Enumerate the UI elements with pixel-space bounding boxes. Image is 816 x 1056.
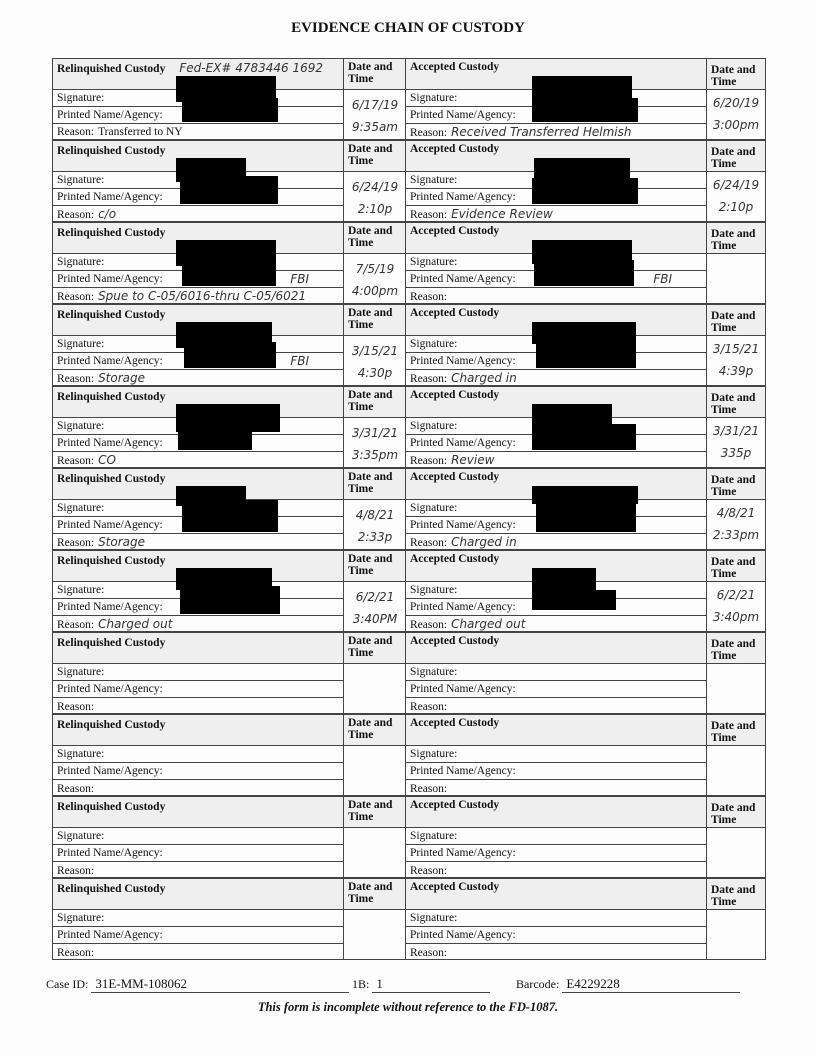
acc-date: 6/2/21 xyxy=(716,588,756,602)
printed-name-label: Printed Name/Agency: xyxy=(57,683,163,695)
relinquished-label: Relinquished Custody xyxy=(57,391,166,403)
accepted-header: Accepted Custody xyxy=(405,58,707,90)
custody-block xyxy=(52,550,766,632)
acc-time: 4:39p xyxy=(718,364,754,378)
rel-signature-row[interactable] xyxy=(52,909,344,927)
reason-label: Reason: xyxy=(410,783,448,795)
acc-date-header: Date and Time xyxy=(706,714,766,746)
form-title: EVIDENCE CHAIN OF CUSTODY xyxy=(291,20,525,36)
signature-label: Signature: xyxy=(410,174,458,186)
redaction-box xyxy=(182,262,276,286)
custody-block xyxy=(52,58,766,140)
acc-reason-row[interactable] xyxy=(405,861,707,878)
relinquished-label: Relinquished Custody xyxy=(57,555,166,567)
signature-label: Signature: xyxy=(410,502,458,514)
rel-date-header: Date and Time xyxy=(343,304,406,336)
rel-reason-row[interactable] xyxy=(52,287,344,304)
rel-date-header: Date and Time xyxy=(343,386,406,418)
accepted-header: Accepted Custody xyxy=(405,304,707,336)
printed-name-label: Printed Name/Agency: xyxy=(410,929,516,941)
acc-date-header: Date and Time xyxy=(706,222,766,254)
acc-time: 3:00pm xyxy=(712,118,760,132)
acc-date-header: Date and Time xyxy=(706,796,766,828)
acc-reason-row[interactable] xyxy=(405,615,707,632)
redaction-box xyxy=(180,176,278,204)
accepted-header: Accepted Custody xyxy=(405,714,707,746)
custody-block xyxy=(52,632,766,714)
barcode-value: E4229228 xyxy=(562,976,740,993)
acc-signature-row[interactable] xyxy=(405,663,707,681)
rel-date: 6/24/19 xyxy=(351,180,399,194)
rel-date-header: Date and Time xyxy=(343,796,406,828)
rel-date: 6/17/19 xyxy=(351,98,399,112)
relinquished-header xyxy=(52,796,344,828)
signature-label: Signature: xyxy=(410,338,458,350)
acc-reason-row[interactable] xyxy=(405,369,707,386)
redaction-box xyxy=(536,342,636,368)
custody-block xyxy=(52,222,766,304)
rel-reason-row[interactable] xyxy=(52,697,344,714)
reason-value: Charged out xyxy=(451,617,526,631)
acc-reason-row[interactable] xyxy=(405,533,707,550)
acc-reason-row[interactable] xyxy=(405,205,707,222)
rel-date-cell[interactable] xyxy=(343,827,406,878)
acc-time: 2:10p xyxy=(718,200,754,214)
reason-label: Reason: xyxy=(410,291,448,303)
rel-time: 3:35pm xyxy=(351,448,399,462)
rel-date: 4/8/21 xyxy=(355,508,395,522)
printed-name-label: Printed Name/Agency: xyxy=(57,765,163,777)
rel-date: 6/2/21 xyxy=(355,590,395,604)
acc-date-cell[interactable] xyxy=(706,909,766,960)
acc-date-header: Date and Time xyxy=(706,304,766,336)
agency-value: FBI xyxy=(653,272,672,286)
ib-value: 1 xyxy=(372,976,490,993)
rel-time: 4:00pm xyxy=(351,284,399,298)
reason-label: Reason: xyxy=(57,373,95,385)
reason-label: Reason: xyxy=(57,537,95,549)
ib-label: 1B: xyxy=(352,977,370,991)
reason-value: Spue to C-05/6016-thru C-05/6021 xyxy=(98,289,307,303)
rel-date-header: Date and Time xyxy=(343,632,406,664)
custody-block xyxy=(52,796,766,878)
reason-label: Reason: xyxy=(410,947,448,959)
rel-printed-name-row[interactable] xyxy=(52,762,344,780)
redaction-box xyxy=(176,404,280,432)
reason-label: Reason: xyxy=(57,783,95,795)
accepted-header: Accepted Custody xyxy=(405,468,707,500)
reason-value: Review xyxy=(451,453,495,467)
printed-name-label: Printed Name/Agency: xyxy=(410,437,516,449)
barcode-field xyxy=(516,976,740,993)
acc-date-cell[interactable] xyxy=(706,745,766,796)
rel-date: 3/15/21 xyxy=(351,344,399,358)
acc-time: 335p xyxy=(720,446,752,460)
acc-reason-row[interactable] xyxy=(405,287,707,304)
acc-reason-row[interactable] xyxy=(405,779,707,796)
accepted-header: Accepted Custody xyxy=(405,386,707,418)
relinquished-label: Relinquished Custody xyxy=(57,227,166,239)
acc-reason-row[interactable] xyxy=(405,697,707,714)
rel-date-header: Date and Time xyxy=(343,58,406,90)
reason-label: Reason: xyxy=(410,619,448,631)
reason-label: Reason: xyxy=(410,865,448,877)
signature-label: Signature: xyxy=(57,748,105,760)
acc-time: 3:40pm xyxy=(712,610,760,624)
signature-label: Signature: xyxy=(57,502,105,514)
agency-value: FBI xyxy=(290,354,309,368)
reason-label: Reason: xyxy=(57,455,95,467)
acc-date-header: Date and Time xyxy=(706,632,766,664)
rel-printed-name-row[interactable] xyxy=(52,926,344,944)
signature-label: Signature: xyxy=(57,584,105,596)
rel-time: 3:40PM xyxy=(352,612,398,626)
accepted-header: Accepted Custody xyxy=(405,550,707,582)
printed-name-label: Printed Name/Agency: xyxy=(410,519,516,531)
rel-printed-name-row[interactable] xyxy=(52,680,344,698)
reason-label: Reason: xyxy=(57,865,95,877)
rel-date-header: Date and Time xyxy=(343,222,406,254)
rel-time: 2:33p xyxy=(357,530,393,544)
reason-value: Charged in xyxy=(451,535,517,549)
redaction-box xyxy=(182,500,278,532)
custody-block xyxy=(52,140,766,222)
ib-field xyxy=(352,976,490,993)
accepted-header: Accepted Custody xyxy=(405,878,707,910)
reason-label: Reason: xyxy=(410,455,448,467)
rel-reason-row[interactable] xyxy=(52,451,344,468)
reason-value: Charged in xyxy=(451,371,517,385)
acc-date-header: Date and Time xyxy=(706,878,766,910)
rel-signature-row[interactable] xyxy=(52,745,344,763)
acc-date-header: Date and Time xyxy=(706,550,766,582)
rel-date-header: Date and Time xyxy=(343,878,406,910)
signature-label: Signature: xyxy=(57,256,105,268)
rel-date: 7/5/19 xyxy=(355,262,395,276)
printed-name-label: Printed Name/Agency: xyxy=(57,355,163,367)
redaction-box xyxy=(178,432,252,450)
relinquished-label: Relinquished Custody xyxy=(57,883,166,895)
acc-date-header: Date and Time xyxy=(706,140,766,172)
rel-date-header: Date and Time xyxy=(343,140,406,172)
acc-date: 4/8/21 xyxy=(716,506,756,520)
custody-block xyxy=(52,304,766,386)
rel-date-header: Date and Time xyxy=(343,714,406,746)
accepted-header: Accepted Custody xyxy=(405,796,707,828)
reason-label: Reason: xyxy=(410,537,448,549)
reason-label: Reason: xyxy=(57,701,95,713)
accepted-header: Accepted Custody xyxy=(405,632,707,664)
acc-date: 6/24/19 xyxy=(712,178,760,192)
rel-reason-row[interactable] xyxy=(52,533,344,550)
custody-block xyxy=(52,468,766,550)
printed-name-label: Printed Name/Agency: xyxy=(410,109,516,121)
signature-label: Signature: xyxy=(410,256,458,268)
rel-reason-row[interactable] xyxy=(52,205,344,222)
acc-reason-row[interactable] xyxy=(405,943,707,960)
acc-signature-row[interactable] xyxy=(405,827,707,845)
reason-label: Reason: xyxy=(57,947,95,959)
rel-date-cell[interactable] xyxy=(343,663,406,714)
rel-reason-row[interactable] xyxy=(52,779,344,796)
printed-name-label: Printed Name/Agency: xyxy=(57,109,163,121)
signature-label: Signature: xyxy=(410,666,458,678)
rel-signature-row[interactable] xyxy=(52,827,344,845)
reason-label: Reason: xyxy=(410,701,448,713)
acc-printed-name-row[interactable] xyxy=(405,680,707,698)
acc-printed-name-row[interactable] xyxy=(405,844,707,862)
redaction-box xyxy=(532,76,632,100)
rel-date: 3/31/21 xyxy=(351,426,399,440)
reason-value: Charged out xyxy=(98,617,173,631)
relinquished-header xyxy=(52,878,344,910)
printed-name-label: Printed Name/Agency: xyxy=(57,929,163,941)
printed-name-label: Printed Name/Agency: xyxy=(410,765,516,777)
signature-label: Signature: xyxy=(57,912,105,924)
acc-reason-row[interactable] xyxy=(405,451,707,468)
reason-value: Transferred to NY xyxy=(98,126,183,138)
rel-date-cell[interactable] xyxy=(343,909,406,960)
rel-printed-name-row[interactable] xyxy=(52,844,344,862)
signature-label: Signature: xyxy=(410,420,458,432)
rel-date-cell[interactable] xyxy=(343,745,406,796)
reason-value: CO xyxy=(98,453,116,467)
signature-label: Signature: xyxy=(410,92,458,104)
signature-label: Signature: xyxy=(57,830,105,842)
rel-signature-row[interactable] xyxy=(52,663,344,681)
custody-block xyxy=(52,386,766,468)
printed-name-label: Printed Name/Agency: xyxy=(57,519,163,531)
relinquished-label: Relinquished Custody xyxy=(57,309,166,321)
acc-date: 3/31/21 xyxy=(712,424,760,438)
printed-name-label: Printed Name/Agency: xyxy=(410,683,516,695)
accepted-header: Accepted Custody xyxy=(405,140,707,172)
acc-signature-row[interactable] xyxy=(405,909,707,927)
acc-date-header: Date and Time xyxy=(706,58,766,90)
printed-name-label: Printed Name/Agency: xyxy=(410,355,516,367)
acc-date: 6/20/19 xyxy=(712,96,760,110)
reason-value: c/o xyxy=(98,207,117,221)
acc-date: 3/15/21 xyxy=(712,342,760,356)
signature-label: Signature: xyxy=(57,420,105,432)
acc-time: 2:33pm xyxy=(712,528,760,542)
reason-label: Reason: xyxy=(410,209,448,221)
reason-label: Reason: xyxy=(57,619,95,631)
signature-label: Signature: xyxy=(410,748,458,760)
relinquished-header xyxy=(52,632,344,664)
signature-label: Signature: xyxy=(410,830,458,842)
redaction-box xyxy=(532,98,638,122)
printed-name-label: Printed Name/Agency: xyxy=(410,601,516,613)
relinquished-label: Relinquished Custody xyxy=(57,145,166,157)
signature-label: Signature: xyxy=(57,92,105,104)
signature-label: Signature: xyxy=(57,174,105,186)
acc-date-header: Date and Time xyxy=(706,386,766,418)
signature-label: Signature: xyxy=(57,338,105,350)
redaction-box xyxy=(536,502,636,532)
rel-time: 2:10p xyxy=(357,202,393,216)
rel-date-header: Date and Time xyxy=(343,468,406,500)
rel-time: 9:35am xyxy=(352,120,398,134)
reason-label: Reason: xyxy=(57,126,95,138)
redaction-box xyxy=(180,586,280,614)
printed-name-label: Printed Name/Agency: xyxy=(410,273,516,285)
form-footnote: This form is incomplete without reference to the FD-1087. xyxy=(257,1000,559,1014)
acc-date-cell[interactable] xyxy=(706,827,766,878)
case-id-label: Case ID: xyxy=(46,977,89,991)
reason-label: Reason: xyxy=(57,209,95,221)
rel-reason-row[interactable] xyxy=(52,943,344,960)
rel-date-header: Date and Time xyxy=(343,550,406,582)
redaction-box xyxy=(534,260,634,286)
reason-value: Evidence Review xyxy=(451,207,553,221)
redaction-box xyxy=(532,590,616,610)
signature-label: Signature: xyxy=(410,584,458,596)
reason-value: Storage xyxy=(98,371,146,385)
reason-label: Reason: xyxy=(57,291,95,303)
acc-date-header: Date and Time xyxy=(706,468,766,500)
relinquished-label: Relinquished Custody xyxy=(57,801,166,813)
relinquished-label: Relinquished Custody xyxy=(57,63,166,75)
redaction-box xyxy=(532,424,636,450)
acc-printed-name-row[interactable] xyxy=(405,762,707,780)
case-id-field xyxy=(46,976,349,993)
relinquished-label: Relinquished Custody xyxy=(57,719,166,731)
relinquished-label: Relinquished Custody xyxy=(57,637,166,649)
handwritten-note: Fed-EX# 4783446 1692 xyxy=(179,61,324,75)
rel-reason-row[interactable] xyxy=(52,861,344,878)
relinquished-label: Relinquished Custody xyxy=(57,473,166,485)
rel-reason-row[interactable] xyxy=(52,123,344,140)
acc-date-cell[interactable] xyxy=(706,253,766,304)
acc-signature-row[interactable] xyxy=(405,745,707,763)
relinquished-header xyxy=(52,714,344,746)
redaction-box xyxy=(532,322,636,344)
printed-name-label: Printed Name/Agency: xyxy=(410,191,516,203)
reason-value: Received Transferred Helmish xyxy=(451,125,632,139)
acc-date-cell[interactable] xyxy=(706,663,766,714)
printed-name-label: Printed Name/Agency: xyxy=(57,601,163,613)
rel-reason-row[interactable] xyxy=(52,615,344,632)
redaction-box xyxy=(532,178,638,204)
signature-label: Signature: xyxy=(410,912,458,924)
reason-label: Reason: xyxy=(410,127,448,139)
case-id-value: 31E-MM-108062 xyxy=(91,976,349,993)
acc-printed-name-row[interactable] xyxy=(405,926,707,944)
agency-value: FBI xyxy=(290,272,309,286)
custody-block xyxy=(52,878,766,960)
redaction-box xyxy=(184,342,276,368)
printed-name-label: Printed Name/Agency: xyxy=(57,847,163,859)
accepted-header: Accepted Custody xyxy=(405,222,707,254)
printed-name-label: Printed Name/Agency: xyxy=(57,273,163,285)
rel-reason-row[interactable] xyxy=(52,369,344,386)
reason-value: Storage xyxy=(98,535,146,549)
custody-block xyxy=(52,714,766,796)
barcode-label: Barcode: xyxy=(516,977,560,991)
signature-label: Signature: xyxy=(57,666,105,678)
redaction-box xyxy=(182,98,278,122)
acc-reason-row[interactable] xyxy=(405,123,707,140)
printed-name-label: Printed Name/Agency: xyxy=(410,847,516,859)
printed-name-label: Printed Name/Agency: xyxy=(57,437,163,449)
reason-label: Reason: xyxy=(410,373,448,385)
printed-name-label: Printed Name/Agency: xyxy=(57,191,163,203)
rel-time: 4:30p xyxy=(357,366,393,380)
